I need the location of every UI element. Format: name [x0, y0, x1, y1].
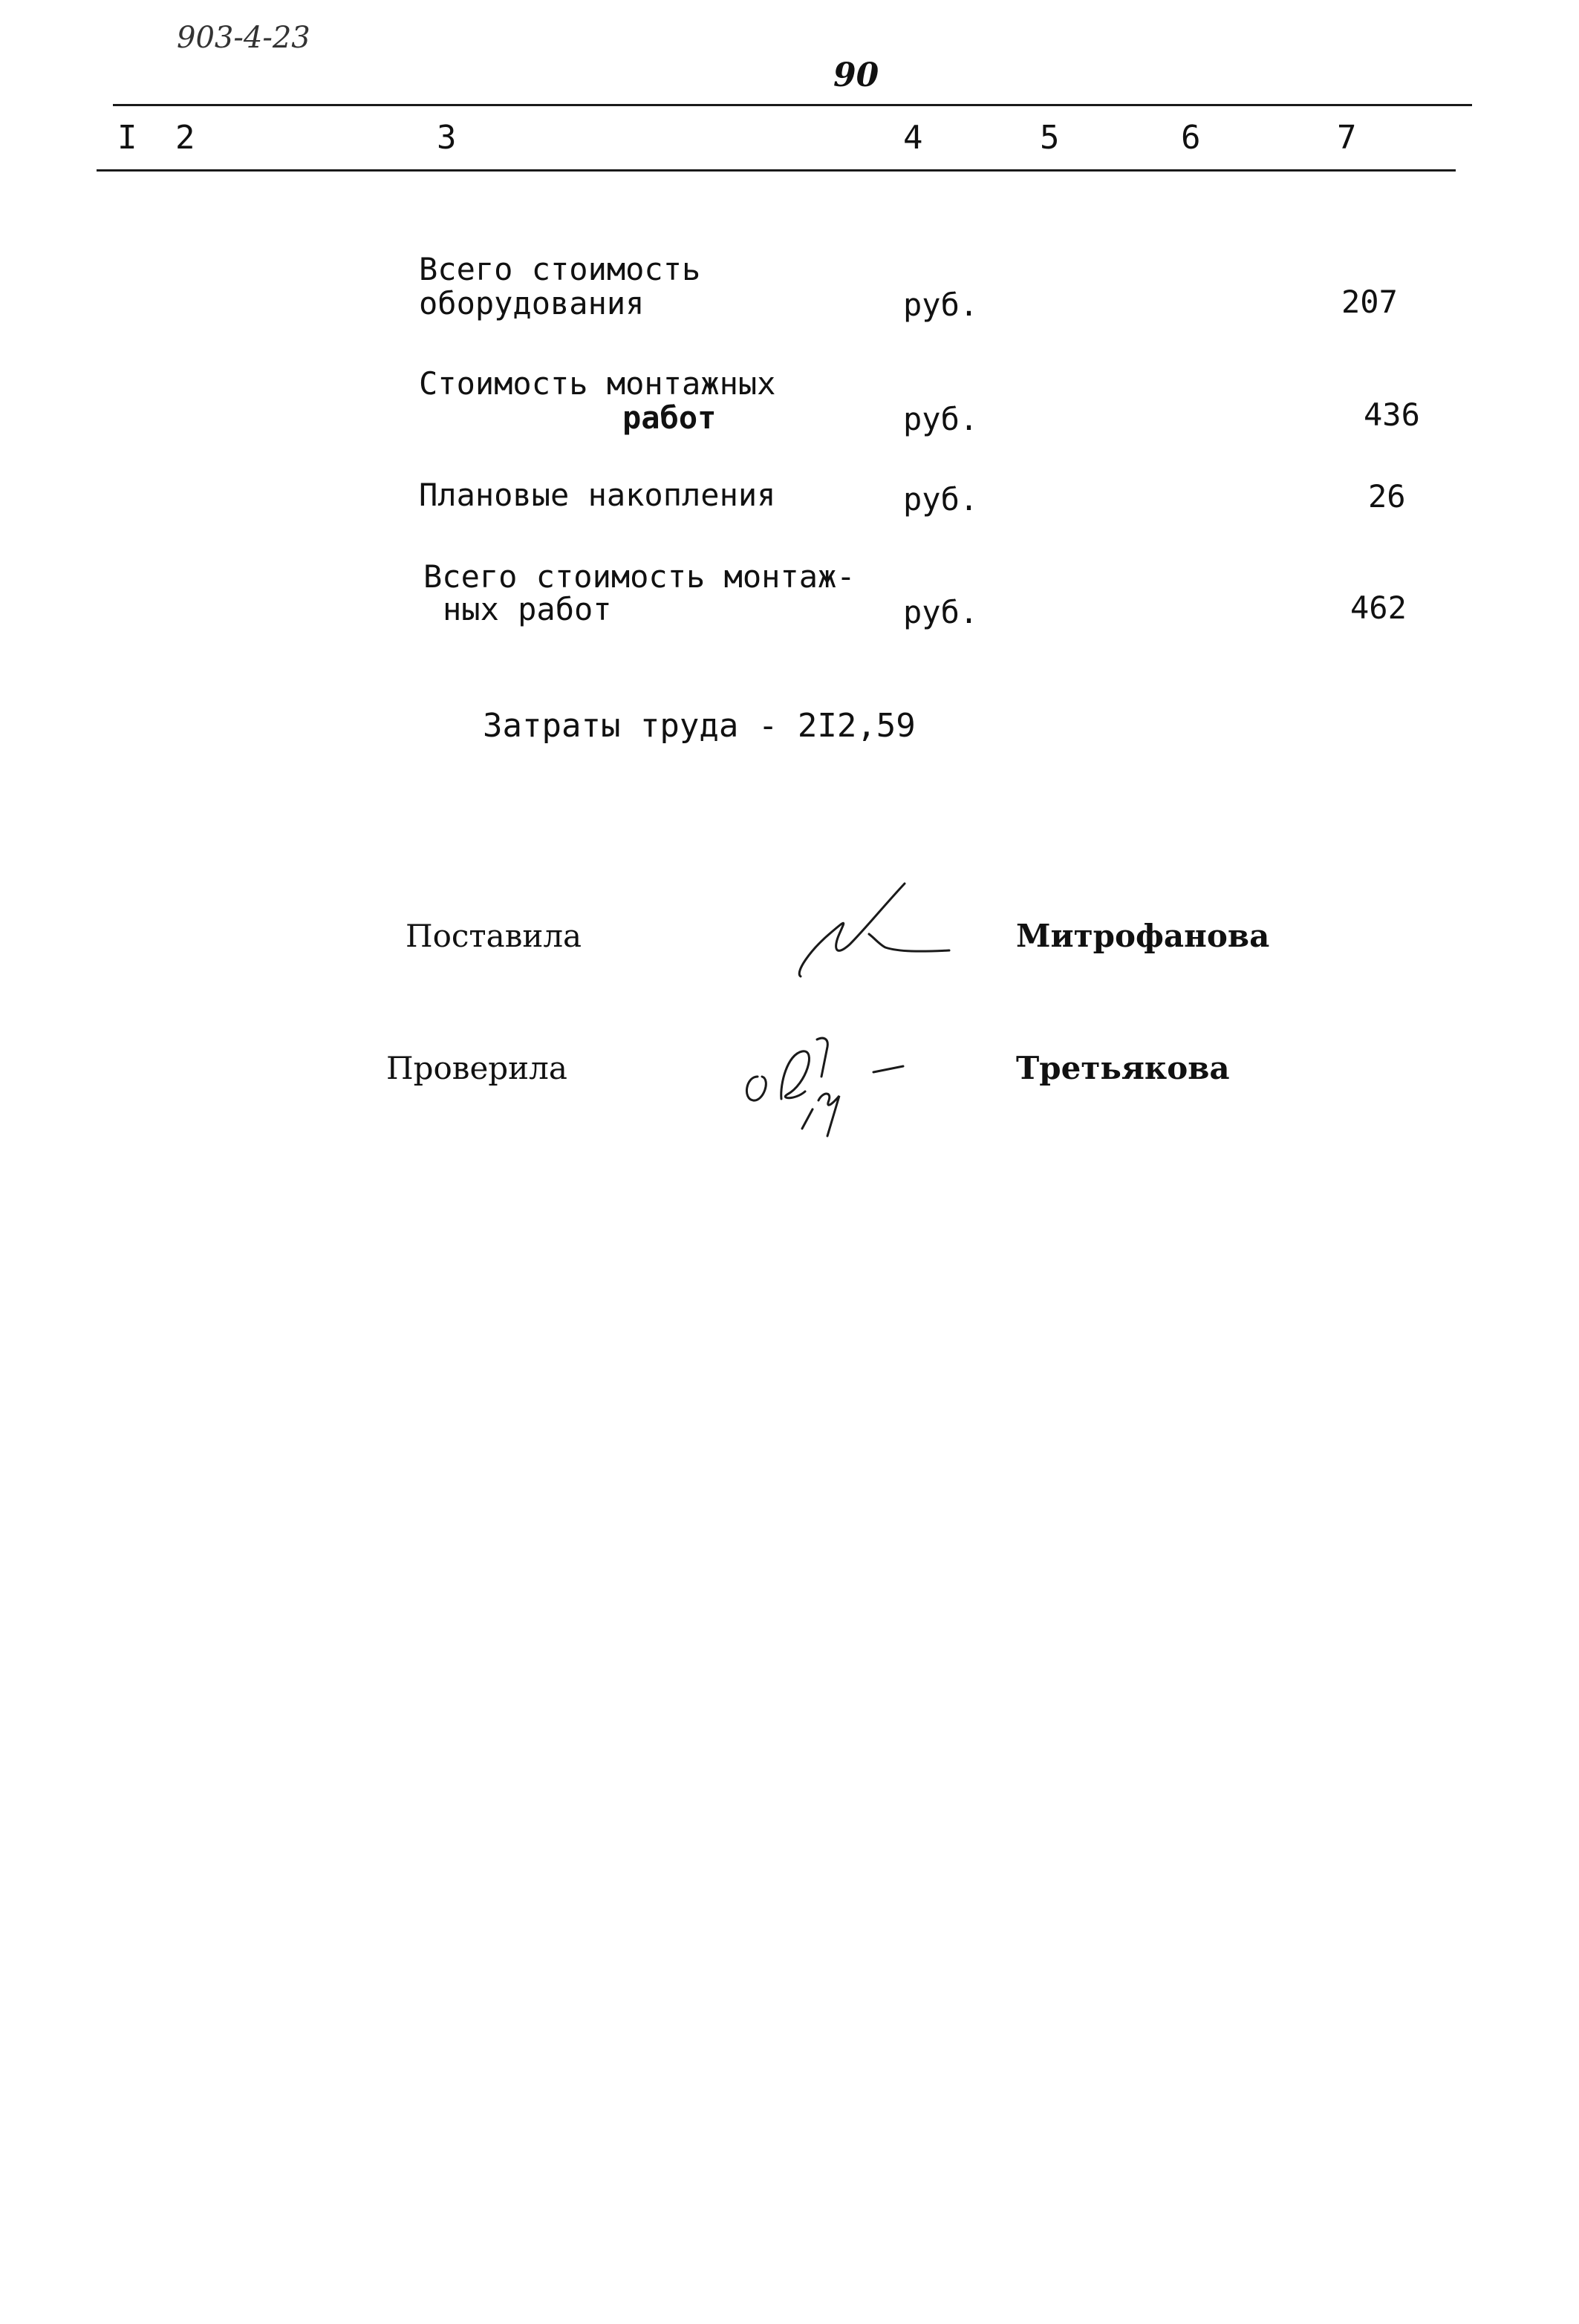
page-number: 90: [833, 56, 879, 94]
item-total-installation-unit: руб.: [903, 594, 979, 630]
column-header-1: I: [117, 119, 137, 157]
document-code: 903-4-23: [177, 21, 310, 55]
item-total-installation-line1: Всего стоимость монтаж-: [423, 558, 856, 595]
item-equipment-value: 207: [1341, 284, 1398, 320]
item-installation-line2: работ: [622, 399, 717, 436]
item-equipment-line2: оборудования: [419, 285, 645, 321]
item-equipment-line1: Всего стоимость: [419, 251, 701, 287]
item-planned-savings-value: 26: [1368, 478, 1406, 515]
item-planned-savings-unit: руб.: [903, 481, 979, 518]
signature-name-compiled: Митрофанова: [1016, 918, 1270, 954]
header-top-rule: [113, 104, 1472, 106]
labor-costs: Затраты труда - 2I2,59: [483, 707, 916, 745]
signature-checked-handwriting: [735, 1017, 928, 1143]
column-header-7: 7: [1337, 119, 1357, 157]
item-installation-unit: руб.: [903, 401, 979, 437]
item-installation-line1: Стоимость монтажных: [419, 365, 776, 402]
column-header-5: 5: [1040, 119, 1060, 157]
column-header-2: 2: [175, 119, 195, 157]
column-header-3: 3: [437, 119, 457, 157]
signature-role-checked: Проверила: [386, 1050, 567, 1086]
column-header-6: 6: [1181, 119, 1201, 157]
signature-compiled-handwriting: [787, 876, 958, 988]
item-equipment-unit: руб.: [903, 287, 979, 323]
header-bottom-rule: [97, 169, 1456, 172]
column-header-4: 4: [903, 119, 923, 157]
item-total-installation-line2: ных работ: [443, 591, 612, 627]
item-total-installation-value: 462: [1350, 590, 1407, 626]
item-planned-savings: Плановые накопления: [419, 477, 776, 513]
signature-name-checked: Третьякова: [1016, 1050, 1230, 1086]
item-installation-value: 436: [1364, 396, 1420, 433]
signature-role-compiled: Поставила: [406, 918, 582, 954]
